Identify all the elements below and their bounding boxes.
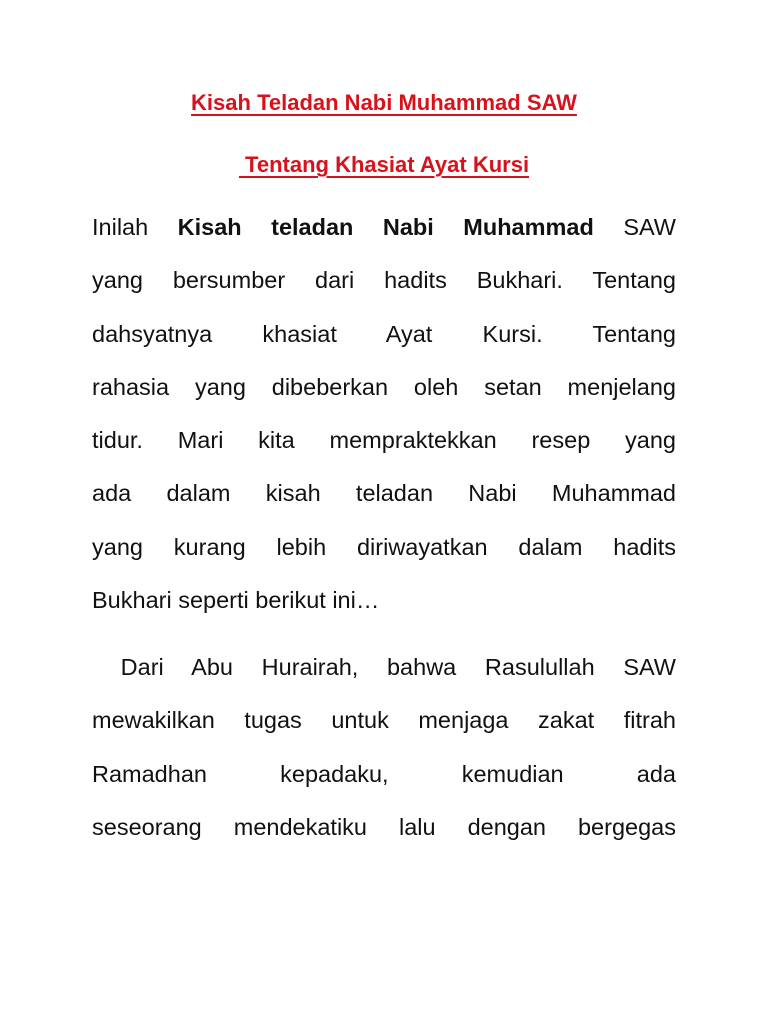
title-line-2: Tentang Khasiat Ayat Kursi xyxy=(238,152,530,177)
paragraph-2 xyxy=(92,653,676,866)
paragraph-line: yang kurang lebih diriwayatkan dalam hadits xyxy=(92,533,676,560)
paragraph-line: seseorang mendekatiku lalu dengan bergegas xyxy=(92,813,676,840)
paragraph-1 xyxy=(92,213,676,639)
title-line-1: Kisah Teladan Nabi Muhammad SAW xyxy=(191,90,577,115)
paragraph-line: rahasia yang dibeberkan oleh setan menjelang xyxy=(92,373,676,400)
paragraph-line: dahsyatnya khasiat Ayat Kursi. Tentang xyxy=(92,320,676,347)
paragraph-line: mewakilkan tugas untuk menjaga zakat fitrah xyxy=(92,707,676,734)
document-subtitle xyxy=(0,152,768,178)
paragraph-line: yang bersumber dari hadits Bukhari. Tentang xyxy=(92,267,676,294)
document-title xyxy=(0,90,768,116)
paragraph-line: Bukhari seperti berikut ini… xyxy=(92,587,380,614)
paragraph-line: ada dalam kisah teladan Nabi Muhammad xyxy=(92,480,676,507)
paragraph-line: Ramadhan kepadaku, kemudian ada xyxy=(92,760,676,787)
text-segment: Inilah xyxy=(92,214,178,240)
paragraph-line xyxy=(92,213,676,266)
bold-text-segment: Kisah teladan Nabi Muhammad xyxy=(177,214,594,240)
text-segment: SAW xyxy=(593,214,676,240)
paragraph-line: tidur. Mari kita mempraktekkan resep yang xyxy=(92,427,676,454)
paragraph-line: Dari Abu Hurairah, bahwa Rasulullah SAW xyxy=(92,654,676,680)
